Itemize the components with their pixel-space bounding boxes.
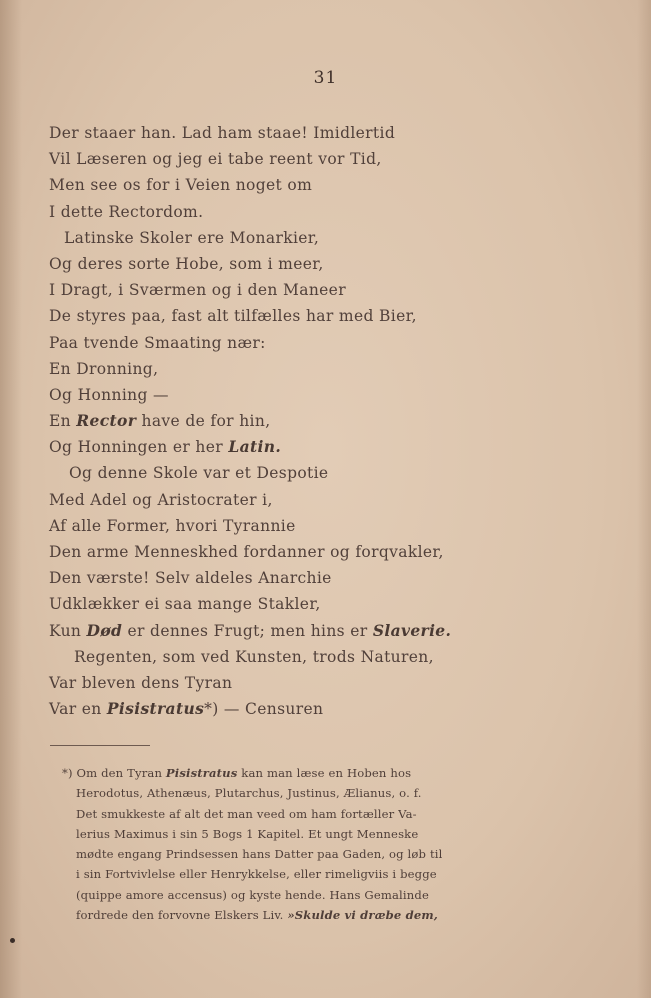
text-run: Med Adel og Aristocrater i,: [49, 490, 273, 509]
poem-line: [49, 565, 589, 591]
text-run: Den arme Menneskhed fordanner og forqvakler,: [49, 543, 444, 561]
poem-line: [49, 513, 589, 539]
text-run: De styres paa, fast alt tilfælles har med Bier,: [49, 307, 417, 326]
text-run: Og Honning —: [49, 385, 169, 404]
poem-line: [49, 539, 589, 565]
footnote-line: [62, 844, 562, 864]
text-run: i sin Fortvivlelse eller Henrykkelse, eller rimeligviis i begge: [76, 867, 437, 882]
poem-line: [49, 670, 589, 696]
footnote-line: [62, 824, 562, 844]
text-run: Vil Læseren og jeg ei tabe reent vor Tid,: [49, 150, 382, 169]
poem-line: [49, 408, 589, 434]
poem-line: [49, 696, 589, 722]
text-run: Kun: [49, 621, 87, 640]
text-run: *) Om den Tyran: [62, 766, 166, 780]
poem-line: [49, 172, 589, 198]
text-run: have de for hin,: [136, 412, 271, 431]
poem-line: [49, 644, 589, 670]
text-run: kan man læse en Hoben hos: [237, 766, 412, 780]
text-run: Herodotus, Athenæus, Plutarchus, Justinus, Ælianus, o. f.: [76, 786, 422, 801]
italic-text: »Skulde vi dræbe dem,: [287, 908, 438, 923]
poem-line: [49, 199, 589, 225]
poem-body: [49, 120, 589, 722]
text-run: Det smukkeste af alt det man veed om ham fortæller Va-: [76, 806, 417, 821]
footnote-line: [62, 763, 562, 783]
text-run: En: [49, 412, 77, 431]
poem-line: [49, 487, 589, 513]
footnote-line: [62, 783, 562, 803]
page-number: 31: [313, 68, 338, 88]
text-run: Var en: [49, 700, 107, 719]
text-run: Var bleven dens Tyran: [49, 673, 233, 692]
text-run: Regenten, som ved Kunsten, trods Naturen,: [74, 647, 434, 666]
poem-line: [49, 460, 589, 486]
poem-line: [49, 303, 589, 329]
poem-line: [49, 591, 589, 617]
text-run: fordrede den forvovne Elskers Liv.: [76, 908, 288, 923]
text-run: Og deres sorte Hobe, som i meer,: [49, 254, 324, 273]
poem-line: [49, 146, 589, 172]
italic-text: Rector: [76, 411, 137, 431]
text-run: Den værste! Selv aldeles Anarchie: [49, 569, 332, 588]
text-run: Men see os for i Veien noget om: [49, 176, 313, 195]
poem-line: [49, 330, 589, 356]
italic-text: Pisistratus: [106, 699, 205, 719]
poem-line: [49, 277, 589, 303]
text-run: Af alle Former, hvori Tyrannie: [49, 516, 296, 535]
text-run: Og denne Skole var et Despotie: [69, 464, 329, 483]
text-run: I Dragt, i Sværmen og i den Maneer: [49, 281, 346, 300]
italic-text: Pisistratus: [165, 766, 238, 780]
poem-line: [49, 225, 589, 251]
footnote-line: [62, 885, 562, 905]
text-run: Udklækker ei saa mange Stakler,: [49, 595, 321, 614]
text-run: I dette Rectordom.: [49, 202, 204, 221]
poem-line: [49, 120, 589, 146]
text-run: Latinske Skoler ere Monarkier,: [64, 228, 320, 247]
text-run: mødte engang Prindsessen hans Datter paa Gaden, og løb til: [76, 847, 443, 862]
print-blemish: [10, 938, 15, 943]
italic-text: Slaverie.: [372, 620, 452, 640]
poem-line: [49, 382, 589, 408]
text-run: *) — Censuren: [204, 700, 324, 719]
footnote-line: [62, 905, 562, 925]
footnote-rule: [50, 745, 150, 746]
poem-line: [49, 251, 589, 277]
poem-line: [49, 434, 589, 460]
footnote-line: [62, 864, 562, 884]
poem-line: [49, 618, 589, 644]
italic-text: Død: [86, 620, 123, 640]
footnote-line: [62, 804, 562, 824]
text-run: Paa tvende Smaating nær:: [49, 333, 266, 352]
text-run: Der staaer han. Lad ham staae! Imidlertid: [49, 124, 396, 142]
text-run: (quippe amore accensus) og kyste hende. Hans Gemalinde: [76, 887, 429, 902]
text-run: lerius Maximus i sin 5 Bogs 1 Kapitel. Et ungt Menneske: [76, 826, 419, 841]
text-run: er dennes Frugt; men hins er: [122, 621, 373, 640]
footnote: [62, 763, 562, 925]
poem-line: [49, 356, 589, 382]
text-run: En Dronning,: [49, 359, 159, 378]
text-run: Og Honningen er her: [49, 438, 229, 457]
italic-text: Latin.: [228, 437, 282, 457]
